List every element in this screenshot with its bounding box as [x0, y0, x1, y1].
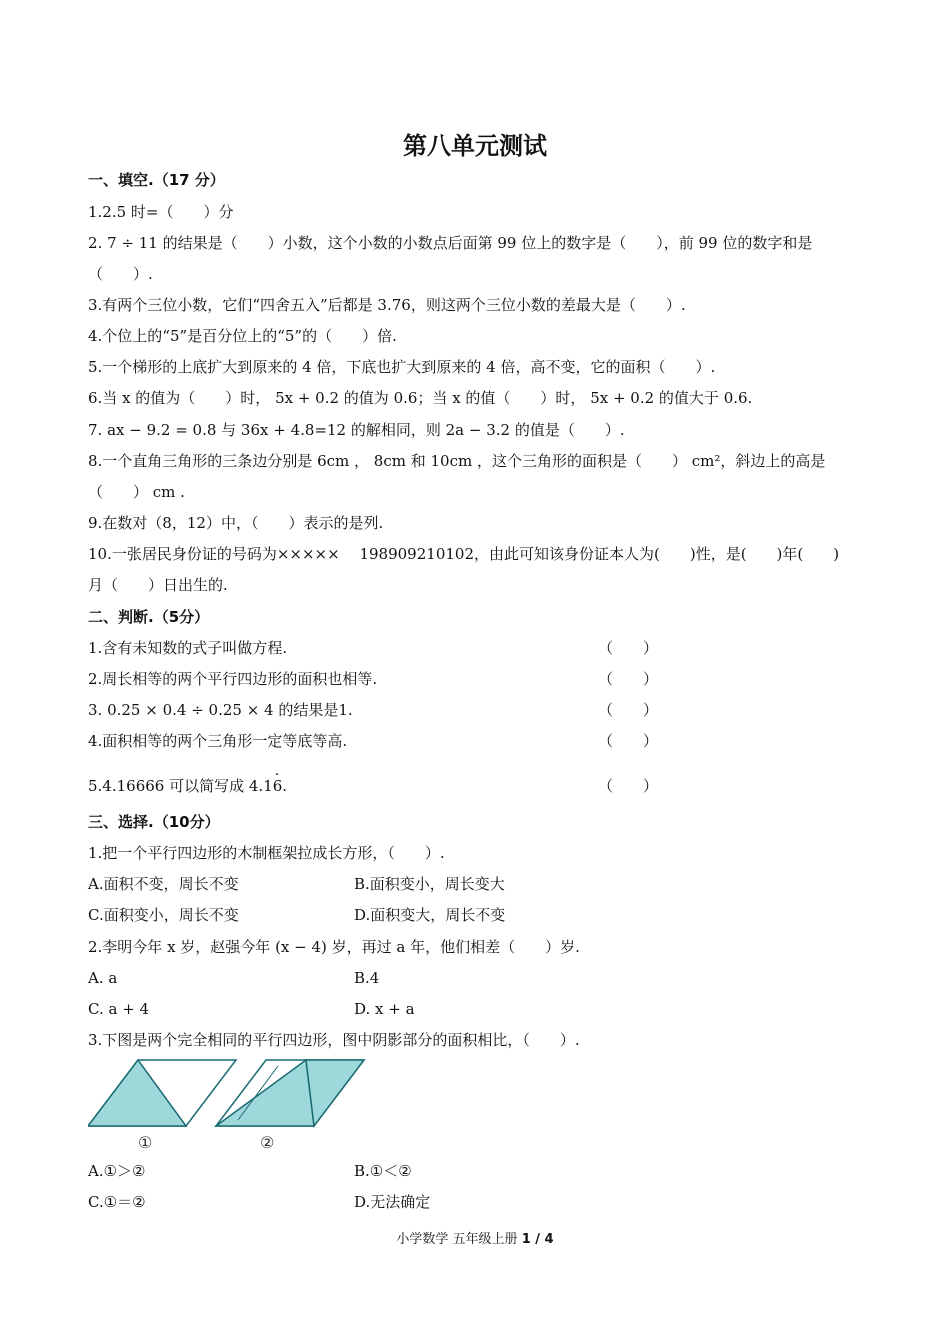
judge-item-5 — [88, 776, 287, 796]
choice-q3: 3.下图是两个完全相同的平行四边形，图中阴影部分的面积相比，（ ）. — [88, 1031, 580, 1049]
fill-q4: 4.个位上的“5”是百分位上的“5”的（ ）倍. — [88, 327, 397, 345]
judge-item-1: 1.含有未知数的式子叫做方程. — [88, 639, 288, 657]
choice-q3-option-d: D.无法确定 — [354, 1193, 431, 1211]
fill-q3: 3.有两个三位小数，它们“四舍五入”后都是 3.76，则这两个三位小数的差最大是（ ）. — [88, 296, 686, 314]
choice-q1: 1.把一个平行四边形的木制框架拉成长方形，（ ）. — [88, 844, 445, 862]
judge-paren-2: （ ） — [598, 670, 659, 688]
parallelogram-figure — [88, 1058, 368, 1154]
repeating-digit: · 6 — [273, 777, 283, 795]
choice-q2-option-c: C. a + 4 — [88, 1000, 150, 1018]
choice-q1-option-b: B.面积变小，周长变大 — [354, 875, 505, 893]
choice-q1-option-d: D.面积变大，周长不变 — [354, 906, 506, 924]
choice-q2-option-d: D. x + a — [354, 1000, 415, 1018]
judge-paren-3: （ ） — [598, 701, 659, 719]
choice-q1-option-c: C.面积变小，周长不变 — [88, 906, 239, 924]
page-footer — [0, 1228, 950, 1247]
choice-q2-option-a: A. a — [88, 969, 118, 987]
judge-paren-5: （ ） — [598, 777, 659, 795]
figure-2-label: ② — [260, 1133, 275, 1152]
footer-text: 小学数学 五年级上册 — [396, 1232, 522, 1247]
choice-q3-option-b: B.①＜② — [354, 1162, 412, 1180]
fill-q10-line1: 10.一张居民身份证的号码为××××× 198909210102，由此可知该身份证本人为( )性，是( )年( ) — [88, 545, 840, 563]
section-fill-heading: 一、填空.（17 分） — [88, 171, 225, 189]
judge-item-4: 4.面积相等的两个三角形一定等底等高. — [88, 732, 348, 750]
choice-q3-option-c: C.①＝② — [88, 1193, 146, 1211]
choice-q2: 2.李明今年 x 岁，赵强今年 (x − 4) 岁，再过 a 年，他们相差（ ）岁. — [88, 938, 580, 956]
judge-item-5-end: . — [282, 777, 288, 795]
choice-q2-option-b: B.4 — [354, 969, 380, 987]
judge-item-5-text: 5.4.16666 可以简写成 4.1 — [88, 777, 273, 795]
judge-item-3: 3. 0.25 × 0.4 ÷ 0.25 × 4 的结果是1. — [88, 701, 353, 719]
fill-q8-line2: （ ） cm . — [88, 483, 185, 501]
fill-q10-line2: 月（ ）日出生的. — [88, 576, 228, 594]
choice-q3-option-a: A.①＞② — [88, 1162, 146, 1180]
fill-q9: 9.在数对（8，12）中，（ ）表示的是列. — [88, 514, 384, 532]
section-choice-heading: 三、选择.（10分） — [88, 813, 220, 831]
section-judge-heading: 二、判断.（5分） — [88, 608, 210, 626]
fill-q8-line1: 8.一个直角三角形的三条边分别是 6cm ， 8cm 和 10cm ，这个三角形的面积是（ ） cm²，斜边上的高是 — [88, 452, 826, 470]
page-title: 第八单元测试 — [403, 132, 547, 160]
fill-q7: 7. ax − 9.2 = 0.8 与 36x + 4.8=12 的解相同，则 2a − 3.2 的值是（ ）. — [88, 421, 625, 439]
figure-1-label: ① — [138, 1133, 153, 1152]
judge-paren-1: （ ） — [598, 639, 659, 657]
page-number: 1 / 4 — [521, 1232, 554, 1247]
judge-item-2: 2.周长相等的两个平行四边形的面积也相等. — [88, 670, 378, 688]
judge-paren-4: （ ） — [598, 732, 659, 750]
shaded-triangle-2b — [306, 1060, 364, 1126]
fill-q2-line1: 2. 7 ÷ 11 的结果是（ ）小数，这个小数的小数点后面第 99 位上的数字是（ ），前 99 位的数字和是 — [88, 234, 813, 252]
choice-q1-option-a: A.面积不变，周长不变 — [88, 875, 239, 893]
fill-q2-line2: （ ）. — [88, 265, 153, 283]
fill-q6: 6.当 x 的值为（ ）时， 5x + 0.2 的值为 0.6；当 x 的值（ ）时， 5x + 0.2 的值大于 0.6. — [88, 389, 753, 407]
fill-q1: 1.2.5 时=（ ）分 — [88, 203, 234, 221]
fill-q5: 5.一个梯形的上底扩大到原来的 4 倍，下底也扩大到原来的 4 倍，高不变，它的面积（ ）. — [88, 358, 716, 376]
